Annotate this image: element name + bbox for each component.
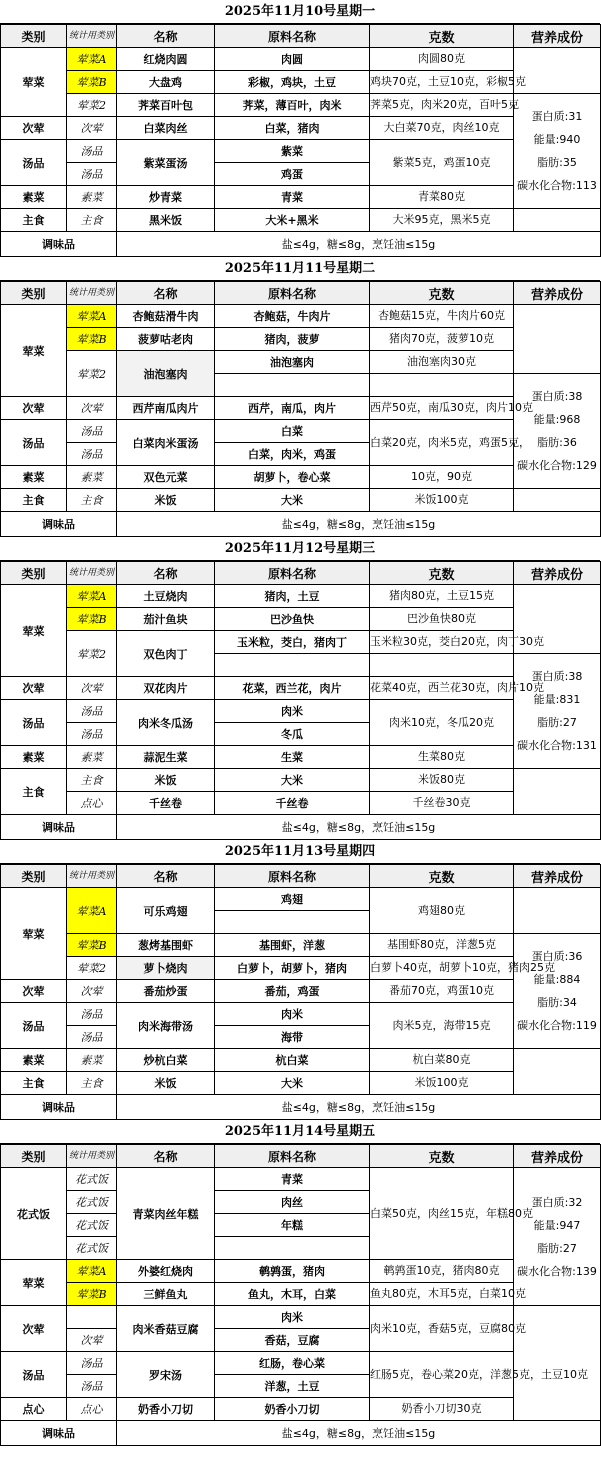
ingredient-cell: 基围虾，洋葱	[215, 934, 370, 957]
ingredient-cell: 千丝卷	[215, 792, 370, 815]
header-ingredients: 原料名称	[215, 562, 370, 585]
header-ingredients: 原料名称	[215, 1145, 370, 1168]
gram-cell: 肉米5克，海带15克	[370, 1003, 514, 1049]
nutrition-carbs: 碳水化合物:119	[517, 1019, 597, 1032]
gram-cell: 生菜80克	[370, 746, 514, 769]
dish-name-cell: 米饭	[117, 489, 215, 512]
nutrition-protein: 蛋白质:38	[531, 670, 583, 683]
stat-category-cell: 素菜	[67, 466, 117, 489]
ingredient-cell: 冬瓜	[215, 723, 370, 746]
gram-cell: 白萝卜40克，胡萝卜10克，猪肉25克	[370, 957, 514, 980]
stat-category-cell: 花式饭	[67, 1214, 117, 1237]
stat-category-cell: 荤菜A	[67, 585, 117, 608]
ingredient-cell: 杭白菜	[215, 1049, 370, 1072]
gram-cell	[370, 654, 514, 677]
gram-cell: 玉米粒30克，茭白20克，肉丁30克	[370, 631, 514, 654]
dish-name-cell: 炒青菜	[117, 186, 215, 209]
dish-name-cell: 茄汁鱼块	[117, 608, 215, 631]
dish-name-cell: 双色元菜	[117, 466, 215, 489]
stat-category-cell: 素菜	[67, 186, 117, 209]
nutrition-energy: 能量:968	[533, 413, 581, 426]
category-cell: 素菜	[1, 746, 67, 769]
category-cell: 主食	[1, 1072, 67, 1095]
nutrition-blank-cell	[514, 1049, 601, 1095]
nutrition-protein: 蛋白质:31	[531, 110, 583, 123]
ingredient-cell: 玉米粒，茭白，猪肉丁	[215, 631, 370, 654]
stat-category-cell: 汤品	[67, 1375, 117, 1398]
stat-category-cell: 次荤	[67, 677, 117, 700]
ingredient-cell: 肉米	[215, 1306, 370, 1329]
header-stat-category: 统计用类别	[67, 1145, 117, 1168]
gram-cell: 猪肉80克，土豆15克	[370, 585, 514, 608]
seasoning-label: 调味品	[1, 1095, 117, 1120]
category-cell: 次荤	[1, 397, 67, 420]
stat-category-cell: 花式饭	[67, 1168, 117, 1191]
gram-cell: 西芹50克，南瓜30克，肉片10克	[370, 397, 514, 420]
ingredient-cell: 肉丝	[215, 1191, 370, 1214]
dish-name-cell: 米饭	[117, 1072, 215, 1095]
gram-cell: 米饭80克	[370, 769, 514, 792]
gram-cell: 白菜50克，肉丝15克，年糕80克	[370, 1168, 514, 1260]
seasoning-label: 调味品	[1, 512, 117, 537]
seasoning-text: 盐≤4g，糖≤8g，烹饪油≤15g	[117, 1421, 601, 1446]
gram-cell: 肉米10克，香菇5克，豆腐80克	[370, 1306, 514, 1352]
dish-name-cell: 荠菜百叶包	[117, 94, 215, 117]
ingredient-cell: 肉圆	[215, 48, 370, 71]
stat-category-cell: 汤品	[67, 1026, 117, 1049]
gram-cell: 基围虾80克，洋葱5克	[370, 934, 514, 957]
gram-cell: 千丝卷30克	[370, 792, 514, 815]
ingredient-cell: 奶香小刀切	[215, 1398, 370, 1421]
stat-category-cell: 次荤	[67, 397, 117, 420]
header-nutrition: 营养成份	[514, 25, 601, 48]
stat-category-cell: 素菜	[67, 1049, 117, 1072]
dish-name-cell: 肉米香菇豆腐	[117, 1306, 215, 1352]
nutrition-fat: 脂肪:35	[537, 156, 577, 169]
ingredient-cell: 白菜，肉米，鸡蛋	[215, 443, 370, 466]
gram-cell: 肉米10克，冬瓜20克	[370, 700, 514, 746]
dish-name-cell: 外婆红烧肉	[117, 1260, 215, 1283]
ingredient-cell: 猪肉，土豆	[215, 585, 370, 608]
header-name: 名称	[117, 1145, 215, 1168]
gram-cell: 大米95克，黑米5克	[370, 209, 514, 232]
ingredient-cell: 大米	[215, 489, 370, 512]
stat-category-cell: 荤菜A	[67, 888, 117, 934]
stat-category-cell: 次荤	[67, 117, 117, 140]
stat-category-cell: 主食	[67, 209, 117, 232]
stat-category-cell: 荤菜2	[67, 351, 117, 397]
category-cell: 次荤	[1, 117, 67, 140]
header-name: 名称	[117, 25, 215, 48]
category-cell: 荤菜	[1, 888, 67, 980]
nutrition-energy: 能量:831	[533, 693, 581, 706]
ingredient-cell	[215, 1237, 370, 1260]
nutrition-fat: 脂肪:27	[537, 716, 577, 729]
gram-cell: 奶香小刀切30克	[370, 1398, 514, 1421]
seasoning-text: 盐≤4g，糖≤8g，烹饪油≤15g	[117, 1095, 601, 1120]
dish-name-cell: 萝卜烧肉	[117, 957, 215, 980]
nutrition-fat: 脂肪:36	[537, 436, 577, 449]
dish-name-cell: 油泡塞肉	[117, 351, 215, 397]
header-stat-category: 统计用类别	[67, 25, 117, 48]
nutrition-protein: 蛋白质:38	[531, 390, 583, 403]
seasoning-text: 盐≤4g，糖≤8g，烹饪油≤15g	[117, 512, 601, 537]
gram-cell: 大白菜70克，肉丝10克	[370, 117, 514, 140]
nutrition-cell	[514, 1168, 601, 1306]
nutrition-carbs: 碳水化合物:139	[517, 1264, 597, 1278]
stat-category-cell: 汤品	[67, 420, 117, 443]
category-cell: 汤品	[1, 1352, 67, 1398]
stat-category-cell	[67, 1306, 117, 1329]
nutrition-cell	[514, 934, 601, 1049]
category-cell: 花式饭	[1, 1168, 67, 1260]
nutrition-blank-cell	[514, 48, 601, 94]
dish-name-cell: 杏鲍菇滑牛肉	[117, 305, 215, 328]
dish-name-cell: 炒杭白菜	[117, 1049, 215, 1072]
stat-category-cell: 荤菜2	[67, 94, 117, 117]
nutrition-carbs: 碳水化合物:129	[517, 459, 597, 472]
dish-name-cell: 青菜肉丝年糕	[117, 1168, 215, 1260]
gram-cell: 鸡翅80克	[370, 888, 514, 934]
header-grams: 克数	[370, 1145, 514, 1168]
dish-name-cell: 黑米饭	[117, 209, 215, 232]
nutrition-fat: 脂肪:34	[537, 996, 577, 1009]
ingredient-cell: 鱼丸，木耳，白菜	[215, 1283, 370, 1306]
ingredient-cell: 肉米	[215, 1003, 370, 1026]
ingredient-cell	[215, 374, 370, 397]
dish-name-cell: 土豆烧肉	[117, 585, 215, 608]
stat-category-cell: 荤菜A	[67, 48, 117, 71]
header-nutrition: 营养成份	[514, 282, 601, 305]
day-menu-table	[0, 24, 601, 257]
category-cell: 主食	[1, 489, 67, 512]
stat-category-cell: 素菜	[67, 746, 117, 769]
nutrition-energy: 能量:947	[533, 1218, 581, 1232]
seasoning-label: 调味品	[1, 232, 117, 257]
dish-name-cell: 白菜肉丝	[117, 117, 215, 140]
dish-name-cell: 大盘鸡	[117, 71, 215, 94]
header-ingredients: 原料名称	[215, 282, 370, 305]
category-cell: 素菜	[1, 466, 67, 489]
stat-category-cell: 荤菜B	[67, 934, 117, 957]
ingredient-cell: 鹌鹑蛋，猪肉	[215, 1260, 370, 1283]
gram-cell: 番茄70克，鸡蛋10克	[370, 980, 514, 1003]
stat-category-cell: 点心	[67, 1398, 117, 1421]
dish-name-cell: 三鲜鱼丸	[117, 1283, 215, 1306]
day-title: 2025年11月10号星期一	[0, 0, 600, 24]
ingredient-cell: 海带	[215, 1026, 370, 1049]
ingredient-cell: 鸡蛋	[215, 163, 370, 186]
gram-cell: 杏鲍菇15克，牛肉片60克	[370, 305, 514, 328]
gram-cell: 杭白菜80克	[370, 1049, 514, 1072]
dish-name-cell: 西芹南瓜肉片	[117, 397, 215, 420]
day-title: 2025年11月13号星期四	[0, 840, 600, 864]
stat-category-cell: 荤菜B	[67, 328, 117, 351]
dish-name-cell: 肉米海带汤	[117, 1003, 215, 1049]
ingredient-cell: 肉米	[215, 700, 370, 723]
header-category: 类别	[1, 562, 67, 585]
header-nutrition: 营养成份	[514, 562, 601, 585]
stat-category-cell: 主食	[67, 769, 117, 792]
ingredient-cell: 巴沙鱼快	[215, 608, 370, 631]
gram-cell: 10克，90克	[370, 466, 514, 489]
dish-name-cell: 可乐鸡翅	[117, 888, 215, 934]
header-grams: 克数	[370, 562, 514, 585]
ingredient-cell: 红肠，卷心菜	[215, 1352, 370, 1375]
category-cell: 素菜	[1, 1049, 67, 1072]
gram-cell: 青菜80克	[370, 186, 514, 209]
header-ingredients: 原料名称	[215, 25, 370, 48]
category-cell: 汤品	[1, 420, 67, 466]
nutrition-protein: 蛋白质:36	[531, 950, 583, 963]
stat-category-cell: 花式饭	[67, 1191, 117, 1214]
dish-name-cell: 奶香小刀切	[117, 1398, 215, 1421]
nutrition-fat: 脂肪:27	[537, 1241, 577, 1255]
nutrition-blank-cell	[514, 1306, 601, 1421]
header-ingredients: 原料名称	[215, 865, 370, 888]
gram-cell: 鹌鹑蛋10克，猪肉80克	[370, 1260, 514, 1283]
seasoning-text: 盐≤4g，糖≤8g，烹饪油≤15g	[117, 815, 601, 840]
category-cell: 素菜	[1, 186, 67, 209]
stat-category-cell: 荤菜B	[67, 71, 117, 94]
category-cell: 荤菜	[1, 1260, 67, 1306]
header-category: 类别	[1, 1145, 67, 1168]
day-title: 2025年11月11号星期二	[0, 257, 600, 281]
nutrition-carbs: 碳水化合物:131	[517, 739, 597, 752]
header-category: 类别	[1, 865, 67, 888]
stat-category-cell: 汤品	[67, 1003, 117, 1026]
category-cell: 主食	[1, 769, 67, 815]
ingredient-cell: 香菇，豆腐	[215, 1329, 370, 1352]
nutrition-blank-cell	[514, 489, 601, 512]
stat-category-cell: 汤品	[67, 1352, 117, 1375]
stat-category-cell: 汤品	[67, 723, 117, 746]
seasoning-text: 盐≤4g，糖≤8g，烹饪油≤15g	[117, 232, 601, 257]
ingredient-cell: 杏鲍菇，牛肉片	[215, 305, 370, 328]
dish-name-cell: 紫菜蛋汤	[117, 140, 215, 186]
header-nutrition: 营养成份	[514, 865, 601, 888]
dish-name-cell: 番茄炒蛋	[117, 980, 215, 1003]
header-grams: 克数	[370, 25, 514, 48]
category-cell: 汤品	[1, 700, 67, 746]
day-title: 2025年11月12号星期三	[0, 537, 600, 561]
stat-category-cell: 荤菜A	[67, 305, 117, 328]
stat-category-cell: 荤菜2	[67, 631, 117, 677]
nutrition-energy: 能量:940	[533, 133, 581, 146]
dish-name-cell: 肉米冬瓜汤	[117, 700, 215, 746]
gram-cell: 油泡塞肉30克	[370, 351, 514, 374]
stat-category-cell: 汤品	[67, 700, 117, 723]
nutrition-energy: 能量:884	[533, 973, 581, 986]
ingredient-cell: 白菜	[215, 420, 370, 443]
ingredient-cell: 大米	[215, 1072, 370, 1095]
ingredient-cell: 彩椒，鸡块，土豆	[215, 71, 370, 94]
gram-cell: 花菜40克，西兰花30克，肉片10克	[370, 677, 514, 700]
header-category: 类别	[1, 282, 67, 305]
header-stat-category: 统计用类别	[67, 282, 117, 305]
ingredient-cell: 胡萝卜，卷心菜	[215, 466, 370, 489]
nutrition-cell	[514, 94, 601, 209]
category-cell: 点心	[1, 1398, 67, 1421]
dish-name-cell: 千丝卷	[117, 792, 215, 815]
dish-name-cell: 红烧肉圆	[117, 48, 215, 71]
header-category: 类别	[1, 25, 67, 48]
gram-cell: 鸡块70克，土豆10克，彩椒5克	[370, 71, 514, 94]
dish-name-cell: 葱烤基围虾	[117, 934, 215, 957]
header-stat-category: 统计用类别	[67, 562, 117, 585]
gram-cell: 巴沙鱼快80克	[370, 608, 514, 631]
category-cell: 次荤	[1, 1306, 67, 1352]
nutrition-cell	[514, 374, 601, 489]
gram-cell: 肉圆80克	[370, 48, 514, 71]
gram-cell: 猪肉70克，菠萝10克	[370, 328, 514, 351]
ingredient-cell: 西芹，南瓜，肉片	[215, 397, 370, 420]
category-cell: 荤菜	[1, 48, 67, 117]
ingredient-cell: 猪肉，菠萝	[215, 328, 370, 351]
stat-category-cell: 点心	[67, 792, 117, 815]
stat-category-cell: 荤菜B	[67, 608, 117, 631]
nutrition-protein: 蛋白质:32	[531, 1195, 583, 1209]
ingredient-cell: 大米	[215, 769, 370, 792]
header-name: 名称	[117, 562, 215, 585]
stat-category-cell: 主食	[67, 489, 117, 512]
gram-cell: 鱼丸80克，木耳5克，白菜10克	[370, 1283, 514, 1306]
gram-cell: 紫菜5克，鸡蛋10克	[370, 140, 514, 186]
stat-category-cell: 汤品	[67, 140, 117, 163]
dish-name-cell: 罗宋汤	[117, 1352, 215, 1398]
header-stat-category: 统计用类别	[67, 865, 117, 888]
nutrition-blank-cell	[514, 888, 601, 934]
header-nutrition: 营养成份	[514, 1145, 601, 1168]
dish-name-cell: 双色肉丁	[117, 631, 215, 677]
day-title: 2025年11月14号星期五	[0, 1120, 600, 1144]
header-name: 名称	[117, 282, 215, 305]
stat-category-cell: 荤菜B	[67, 1283, 117, 1306]
dish-name-cell: 双花肉片	[117, 677, 215, 700]
seasoning-label: 调味品	[1, 1421, 117, 1446]
stat-category-cell: 汤品	[67, 443, 117, 466]
category-cell: 主食	[1, 209, 67, 232]
ingredient-cell: 大米+黑米	[215, 209, 370, 232]
nutrition-carbs: 碳水化合物:113	[517, 179, 597, 192]
ingredient-cell: 油泡塞肉	[215, 351, 370, 374]
dish-name-cell: 白菜肉米蛋汤	[117, 420, 215, 466]
nutrition-cell	[514, 654, 601, 769]
ingredient-cell: 青菜	[215, 186, 370, 209]
nutrition-blank-cell	[514, 769, 601, 815]
ingredient-cell: 洋葱，土豆	[215, 1375, 370, 1398]
dish-name-cell: 蒜泥生菜	[117, 746, 215, 769]
stat-category-cell: 次荤	[67, 1329, 117, 1352]
category-cell: 次荤	[1, 677, 67, 700]
gram-cell: 红肠5克，卷心菜20克，洋葱5克，土豆10克	[370, 1352, 514, 1398]
stat-category-cell: 荤菜A	[67, 1260, 117, 1283]
ingredient-cell: 白菜，猪肉	[215, 117, 370, 140]
header-grams: 克数	[370, 865, 514, 888]
stat-category-cell: 次荤	[67, 980, 117, 1003]
ingredient-cell: 紫菜	[215, 140, 370, 163]
category-cell: 汤品	[1, 140, 67, 186]
category-cell: 荤菜	[1, 585, 67, 677]
gram-cell: 米饭100克	[370, 489, 514, 512]
ingredient-cell: 青菜	[215, 1168, 370, 1191]
gram-cell: 白菜20克，肉米5克，鸡蛋5克，	[370, 420, 514, 466]
ingredient-cell: 花菜，西兰花，肉片	[215, 677, 370, 700]
ingredient-cell: 年糕	[215, 1214, 370, 1237]
gram-cell: 荠菜5克，肉米20克，百叶5克	[370, 94, 514, 117]
day-menu-table	[0, 864, 601, 1120]
ingredient-cell: 番茄，鸡蛋	[215, 980, 370, 1003]
day-menu-table	[0, 561, 601, 840]
category-cell: 次荤	[1, 980, 67, 1003]
stat-category-cell: 花式饭	[67, 1237, 117, 1260]
header-name: 名称	[117, 865, 215, 888]
stat-category-cell: 汤品	[67, 163, 117, 186]
dish-name-cell: 米饭	[117, 769, 215, 792]
category-cell: 汤品	[1, 1003, 67, 1049]
stat-category-cell: 荤菜2	[67, 957, 117, 980]
gram-cell	[370, 374, 514, 397]
seasoning-label: 调味品	[1, 815, 117, 840]
day-menu-table	[0, 281, 601, 537]
category-cell: 荤菜	[1, 305, 67, 397]
header-grams: 克数	[370, 282, 514, 305]
day-menu-table	[0, 1144, 601, 1446]
gram-cell: 米饭100克	[370, 1072, 514, 1095]
dish-name-cell: 菠萝咕老肉	[117, 328, 215, 351]
ingredient-cell: 白萝卜，胡萝卜，猪肉	[215, 957, 370, 980]
ingredient-cell	[215, 654, 370, 677]
ingredient-cell: 荠菜，薄百叶，肉米	[215, 94, 370, 117]
ingredient-cell: 鸡翅	[215, 888, 370, 911]
nutrition-blank-cell	[514, 305, 601, 374]
nutrition-blank-cell	[514, 209, 601, 232]
ingredient-cell	[215, 911, 370, 934]
ingredient-cell: 生菜	[215, 746, 370, 769]
stat-category-cell: 主食	[67, 1072, 117, 1095]
